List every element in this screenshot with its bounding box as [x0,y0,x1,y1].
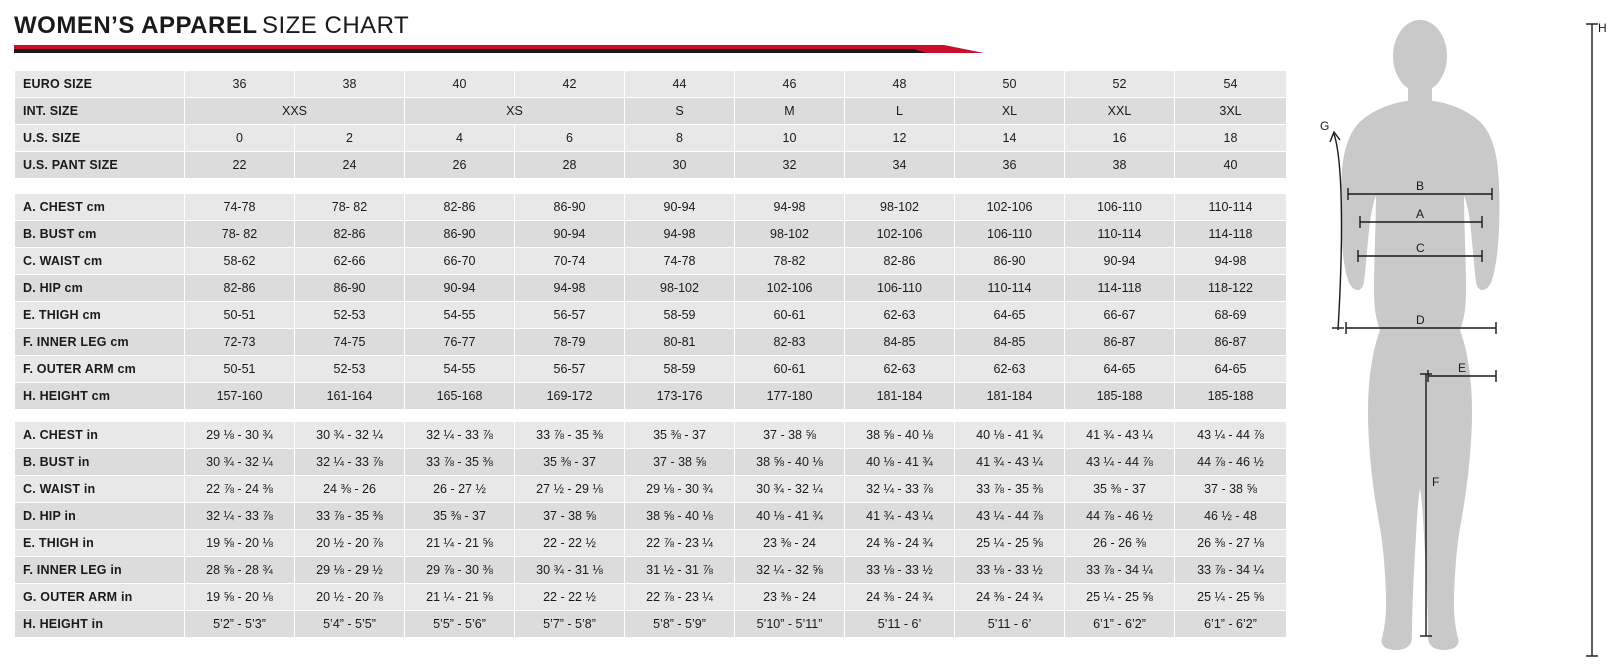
table-cell: 23 ⅜ - 24 [735,584,845,611]
table-cell: L [845,98,955,125]
row-label: C. WAIST cm [15,248,185,275]
table-cell: 106-110 [955,221,1065,248]
table-cell: 5’11 - 6’ [845,611,955,638]
table-row [15,275,1287,302]
table-cell: 33 ⅞ - 35 ⅜ [295,503,405,530]
table-cell: 62-63 [845,356,955,383]
table-cell: 64-65 [1175,356,1287,383]
table-cell: 90-94 [515,221,625,248]
table-cell: 52-53 [295,356,405,383]
row-label: G. OUTER ARM in [15,584,185,611]
table-cell: 38 ⅝ - 40 ⅛ [625,503,735,530]
table-cell: 24 ⅜ - 24 ¾ [845,584,955,611]
table-row [15,302,1287,329]
table-cell: 19 ⅝ - 20 ⅛ [185,584,295,611]
table-cell: 22 - 22 ½ [515,584,625,611]
table-cell: 30 ¾ - 32 ¼ [295,422,405,449]
row-label: A. CHEST in [15,422,185,449]
table-cell: 22 ⅞ - 23 ¼ [625,584,735,611]
row-label: F. OUTER ARM cm [15,356,185,383]
table-row [15,356,1287,383]
table-cell: 5’5” - 5’6” [405,611,515,638]
table-cell: 16 [1065,125,1175,152]
table-cell: 40 [1175,152,1287,179]
table-cell: 30 ¾ - 31 ⅛ [515,557,625,584]
table-cell: 40 ⅛ - 41 ¾ [845,449,955,476]
table-cell: 177-180 [735,383,845,410]
table-cell: M [735,98,845,125]
page-title [14,12,1014,40]
table-cell: 157-160 [185,383,295,410]
table-cell: 86-90 [405,221,515,248]
table-cell: 54-55 [405,356,515,383]
table-cell: 36 [185,71,295,98]
row-label: B. BUST cm [15,221,185,248]
table-cell: 40 ⅛ - 41 ¾ [955,422,1065,449]
table-cell: 25 ¼ - 25 ⅝ [1065,584,1175,611]
table-cell: 70-74 [515,248,625,275]
table-cell: 6’1” - 6’2” [1065,611,1175,638]
table-cell: 86-87 [1175,329,1287,356]
row-label: D. HIP in [15,503,185,530]
page-title-light: SIZE CHART [261,12,410,39]
table-cell: 33 ⅞ - 34 ¼ [1175,557,1287,584]
row-label: INT. SIZE [15,98,185,125]
table-cell: 62-63 [955,356,1065,383]
table-cell: 86-87 [1065,329,1175,356]
table-cell: 5’7” - 5’8” [515,611,625,638]
table-cell: 21 ¼ - 21 ⅝ [405,584,515,611]
figure-label-F: F [1432,475,1440,489]
table-cell: 22 [185,152,295,179]
table-cell: 82-86 [845,248,955,275]
table-row [15,98,1287,125]
table-cell: 32 ¼ - 32 ⅝ [735,557,845,584]
table-cell: XXS [185,98,405,125]
table-cell: 30 [625,152,735,179]
table-cell: 82-83 [735,329,845,356]
table-cell: 27 ½ - 29 ⅛ [515,476,625,503]
table-row [15,422,1287,449]
row-label: A. CHEST cm [15,194,185,221]
table-cell: 161-164 [295,383,405,410]
table-row [15,503,1287,530]
table-cell: 84-85 [845,329,955,356]
table-cell: 5’2” - 5’3” [185,611,295,638]
table-cell: 28 [515,152,625,179]
row-label: B. BUST in [15,449,185,476]
figure-label-C: C [1416,241,1425,255]
table-cell: 5’8” - 5’9” [625,611,735,638]
table-cell: 35 ⅜ - 37 [405,503,515,530]
table-cell: 40 [405,71,515,98]
table-cell: 32 ¼ - 33 ⅞ [405,422,515,449]
table-cell: 114-118 [1065,275,1175,302]
table-cell: 185-188 [1065,383,1175,410]
table-cell: 82-86 [185,275,295,302]
table-cell: 6’1” - 6’2” [1175,611,1287,638]
table-cell: 22 ⅞ - 24 ⅜ [185,476,295,503]
table-cell: 60-61 [735,356,845,383]
table-cell: 62-66 [295,248,405,275]
row-label: U.S. SIZE [15,125,185,152]
figure-label-A: A [1416,207,1425,221]
table-cell: 26 - 27 ½ [405,476,515,503]
row-label: H. HEIGHT cm [15,383,185,410]
table-cell: 102-106 [735,275,845,302]
table-cell: 102-106 [845,221,955,248]
table-cell: 84-85 [955,329,1065,356]
table-row [15,557,1287,584]
table-cell: 82-86 [405,194,515,221]
table-cell: 114-118 [1175,221,1287,248]
row-label: H. HEIGHT in [15,611,185,638]
table-cell: 40 ⅛ - 41 ¾ [735,503,845,530]
row-label: D. HIP cm [15,275,185,302]
table-cell: 29 ⅛ - 30 ¾ [625,476,735,503]
table-cell: 4 [405,125,515,152]
table-cell: 36 [955,152,1065,179]
row-label: EURO SIZE [15,71,185,98]
table-cell: 43 ¼ - 44 ⅞ [1065,449,1175,476]
table-row [15,530,1287,557]
title-rule [14,45,984,53]
table-cell: 37 - 38 ⅝ [1175,476,1287,503]
table-cell: 181-184 [955,383,1065,410]
row-label: E. THIGH cm [15,302,185,329]
figure-label-B: B [1416,179,1425,193]
table-cell: 58-59 [625,302,735,329]
table-cell: 90-94 [1065,248,1175,275]
table-cell: 26 [405,152,515,179]
table-cell: 181-184 [845,383,955,410]
table-row [15,611,1287,638]
table-cell: 86-90 [515,194,625,221]
table-cell: 50-51 [185,302,295,329]
size-table-body [15,71,1287,179]
table-row [15,152,1287,179]
table-cell: 64-65 [955,302,1065,329]
table-cell: 23 ⅜ - 24 [735,530,845,557]
table-cell: 74-75 [295,329,405,356]
table-cell: 66-67 [1065,302,1175,329]
cm-table-body [15,194,1287,410]
table-cell: XS [405,98,625,125]
table-cell: 33 ⅞ - 34 ¼ [1065,557,1175,584]
table-cell: 6 [515,125,625,152]
row-label: C. WAIST in [15,476,185,503]
table-cell: 37 - 38 ⅝ [735,422,845,449]
figure-label-D: D [1416,313,1425,327]
table-cell: 173-176 [625,383,735,410]
table-cell: 33 ⅞ - 35 ⅜ [955,476,1065,503]
table-cell: 20 ½ - 20 ⅞ [295,530,405,557]
table-cell: 37 - 38 ⅝ [625,449,735,476]
table-cell: 78- 82 [185,221,295,248]
size-designation-table [14,70,1287,179]
table-row [15,383,1287,410]
table-cell: 22 - 22 ½ [515,530,625,557]
table-cell: 28 ⅝ - 28 ¾ [185,557,295,584]
table-row [15,125,1287,152]
body-measurement-diagram [1300,8,1610,663]
figure-label-E: E [1458,361,1467,375]
table-cell: 18 [1175,125,1287,152]
table-cell: 90-94 [405,275,515,302]
table-cell: 26 ⅜ - 27 ⅛ [1175,530,1287,557]
table-cell: 29 ⅞ - 30 ⅜ [405,557,515,584]
table-cell: 41 ¾ - 43 ¼ [1065,422,1175,449]
table-cell: 74-78 [185,194,295,221]
table-cell: 24 ⅜ - 24 ¾ [955,584,1065,611]
table-cell: 52 [1065,71,1175,98]
table-cell: 94-98 [735,194,845,221]
table-row [15,194,1287,221]
table-cell: 30 ¾ - 32 ¼ [185,449,295,476]
table-cell: 98-102 [845,194,955,221]
table-cell: 58-62 [185,248,295,275]
table-cell: 54 [1175,71,1287,98]
table-cell: 10 [735,125,845,152]
table-cell: 29 ⅛ - 30 ¾ [185,422,295,449]
table-cell: 72-73 [185,329,295,356]
table-cell: 82-86 [295,221,405,248]
table-cell: 24 ⅜ - 26 [295,476,405,503]
table-cell: 42 [515,71,625,98]
table-cell: 35 ⅜ - 37 [515,449,625,476]
table-cell: 30 ¾ - 32 ¼ [735,476,845,503]
table-row [15,449,1287,476]
table-cell: 5’11 - 6’ [955,611,1065,638]
table-cell: 102-106 [955,194,1065,221]
table-cell: 20 ½ - 20 ⅞ [295,584,405,611]
table-cell: 35 ⅜ - 37 [1065,476,1175,503]
table-cell: XL [955,98,1065,125]
table-cell: 33 ⅞ - 35 ⅜ [515,422,625,449]
table-cell: 38 [295,71,405,98]
table-cell: 110-114 [955,275,1065,302]
table-cell: 44 [625,71,735,98]
table-row [15,476,1287,503]
table-cell: 185-188 [1175,383,1287,410]
table-cell: 58-59 [625,356,735,383]
table-cell: 68-69 [1175,302,1287,329]
table-cell: 110-114 [1065,221,1175,248]
table-cell: 32 [735,152,845,179]
table-cell: 86-90 [955,248,1065,275]
table-cell: 8 [625,125,735,152]
table-cell: 60-61 [735,302,845,329]
table-cell: 56-57 [515,356,625,383]
table-cell: 34 [845,152,955,179]
table-cell: 43 ¼ - 44 ⅞ [1175,422,1287,449]
table-cell: 14 [955,125,1065,152]
table-cell: 5’4” - 5’5” [295,611,405,638]
table-cell: 66-70 [405,248,515,275]
table-cell: 33 ⅞ - 35 ⅜ [405,449,515,476]
table-cell: 19 ⅝ - 20 ⅛ [185,530,295,557]
row-label: F. INNER LEG cm [15,329,185,356]
table-cell: 43 ¼ - 44 ⅞ [955,503,1065,530]
row-label: E. THIGH in [15,530,185,557]
table-cell: 37 - 38 ⅝ [515,503,625,530]
row-label: F. INNER LEG in [15,557,185,584]
table-cell: 31 ½ - 31 ⅞ [625,557,735,584]
table-cell: 165-168 [405,383,515,410]
table-cell: 24 [295,152,405,179]
table-cell: 12 [845,125,955,152]
table-row [15,71,1287,98]
table-cell: S [625,98,735,125]
table-cell: 78-82 [735,248,845,275]
table-cell: 94-98 [1175,248,1287,275]
table-cell: 78- 82 [295,194,405,221]
table-cell: 50-51 [185,356,295,383]
table-cell: 29 ⅛ - 29 ½ [295,557,405,584]
table-cell: 32 ¼ - 33 ⅞ [185,503,295,530]
table-cell: 41 ¾ - 43 ¼ [955,449,1065,476]
table-cell: 25 ¼ - 25 ⅝ [955,530,1065,557]
table-cell: 80-81 [625,329,735,356]
table-cell: 94-98 [625,221,735,248]
table-cell: 5’10” - 5’11” [735,611,845,638]
table-cell: 22 ⅞ - 23 ¼ [625,530,735,557]
table-cell: 56-57 [515,302,625,329]
table-cell: 38 [1065,152,1175,179]
table-cell: 118-122 [1175,275,1287,302]
table-cell: 46 ½ - 48 [1175,503,1287,530]
measurements-in-table [14,421,1287,638]
table-cell: 44 ⅞ - 46 ½ [1065,503,1175,530]
table-row [15,584,1287,611]
in-table-body [15,422,1287,638]
table-cell: 21 ¼ - 21 ⅝ [405,530,515,557]
table-cell: 94-98 [515,275,625,302]
table-row [15,329,1287,356]
table-cell: 86-90 [295,275,405,302]
table-cell: 33 ⅛ - 33 ½ [955,557,1065,584]
table-cell: XXL [1065,98,1175,125]
table-cell: 41 ¾ - 43 ¼ [845,503,955,530]
table-cell: 32 ¼ - 33 ⅞ [295,449,405,476]
table-cell: 52-53 [295,302,405,329]
table-cell: 0 [185,125,295,152]
measurements-cm-table [14,193,1287,410]
table-cell: 3XL [1175,98,1287,125]
table-cell: 64-65 [1065,356,1175,383]
table-cell: 54-55 [405,302,515,329]
table-cell: 44 ⅞ - 46 ½ [1175,449,1287,476]
female-body-silhouette-icon [1300,8,1610,663]
table-cell: 26 - 26 ⅜ [1065,530,1175,557]
table-cell: 74-78 [625,248,735,275]
table-cell: 62-63 [845,302,955,329]
table-cell: 48 [845,71,955,98]
table-cell: 2 [295,125,405,152]
table-cell: 32 ¼ - 33 ⅞ [845,476,955,503]
figure-label-G: G [1320,119,1330,133]
table-cell: 38 ⅝ - 40 ⅛ [845,422,955,449]
table-row [15,221,1287,248]
table-cell: 98-102 [735,221,845,248]
table-cell: 76-77 [405,329,515,356]
table-cell: 110-114 [1175,194,1287,221]
table-cell: 106-110 [845,275,955,302]
row-label: U.S. PANT SIZE [15,152,185,179]
table-cell: 50 [955,71,1065,98]
page-title-bold: WOMEN’S APPAREL [14,12,258,39]
table-cell: 46 [735,71,845,98]
table-row [15,248,1287,275]
table-cell: 35 ⅜ - 37 [625,422,735,449]
table-cell: 33 ⅛ - 33 ½ [845,557,955,584]
table-cell: 25 ¼ - 25 ⅝ [1175,584,1287,611]
table-cell: 98-102 [625,275,735,302]
figure-label-H: H [1598,21,1607,35]
table-cell: 90-94 [625,194,735,221]
table-cell: 169-172 [515,383,625,410]
table-cell: 24 ⅜ - 24 ¾ [845,530,955,557]
table-cell: 38 ⅝ - 40 ⅛ [735,449,845,476]
table-cell: 106-110 [1065,194,1175,221]
table-cell: 78-79 [515,329,625,356]
